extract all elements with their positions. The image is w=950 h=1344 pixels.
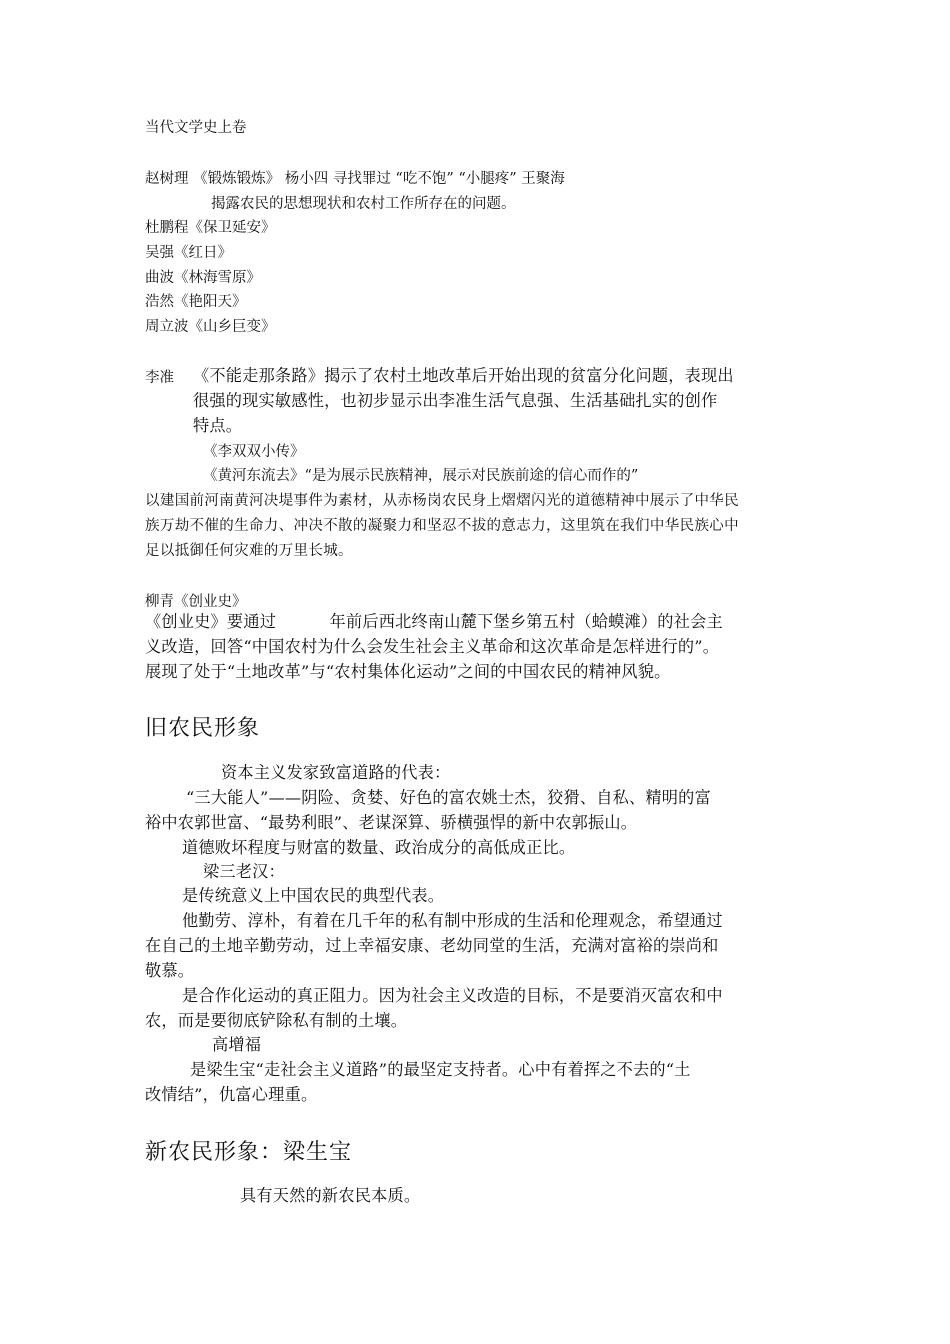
old-farmer-heading: 旧农民形象 bbox=[145, 716, 261, 741]
work-item: 周立波《山乡巨变》 bbox=[145, 319, 276, 335]
work-item: 曲波《林海雪原》 bbox=[145, 270, 261, 286]
li-zhun-desc-line: 《不能走那条路》揭示了农村土地改革后开始出现的贫富分化问题，表现出 bbox=[193, 366, 734, 385]
huanghe-title: 《黄河东流去》“是为展示民族精神，展示对民族前途的信心而作的” bbox=[203, 468, 639, 484]
zhao-shuli-line: 赵树理 《锻炼锻炼》 杨小四 寻找罪过 “吃不饱” “小腿疼” 王聚海 bbox=[145, 171, 565, 187]
liang-san-resist-line: 农，而是要彻底铲除私有制的土壤。 bbox=[145, 1011, 408, 1030]
gao-zengfu-desc-line: 改情结”，仇富心理重。 bbox=[145, 1085, 318, 1104]
zhao-shuli-desc: 揭露农民的思想现状和农村工作所存在的问题。 bbox=[211, 196, 516, 212]
capitalist-label: 资本主义发家致富道路的代表： bbox=[221, 763, 451, 782]
liang-san-desc-line: 在自己的土地辛勤劳动，过上幸福安康、老幼同堂的生活，充满对富裕的崇尚和 bbox=[145, 936, 719, 955]
gao-zengfu-label: 高增福 bbox=[212, 1035, 262, 1054]
document-title: 当代文学史上卷 bbox=[145, 120, 247, 136]
new-farmer-nature: 具有天然的新农民本质。 bbox=[240, 1186, 421, 1205]
gao-zengfu-desc-line: 是梁生宝“走社会主义道路”的最坚定支持者。心中有着挥之不去的“土 bbox=[190, 1060, 691, 1079]
chuangyeshi-desc-line: 义改造，回答“中国农村为什么会发生社会主义革命和这次革命是怎样进行的”。 bbox=[145, 637, 720, 656]
li-shuangshuang-title: 《李双双小传》 bbox=[203, 444, 305, 460]
sanda-line: 裕中农郭世富、“最势利眼”、老谋深算、骄横强悍的新中农郭振山。 bbox=[145, 813, 638, 832]
huanghe-desc-line: 以建国前河南黄河决堤事件为素材，从赤杨岗农民身上熠熠闪光的道德精神中展示了中华民 bbox=[145, 493, 739, 509]
work-item: 浩然《艳阳天》 bbox=[145, 294, 247, 310]
chuangyeshi-desc-line: 《创业史》要通过 年前后西北终南山麓下堡乡第五村（蛤蟆滩）的社会主 bbox=[145, 612, 723, 631]
liang-san-typical: 是传统意义上中国农民的典型代表。 bbox=[182, 886, 445, 905]
new-farmer-heading: 新农民形象：梁生宝 bbox=[145, 1140, 353, 1165]
liang-san-resist-line: 是合作化运动的真正阻力。因为社会主义改造的目标，不是要消灭富农和中 bbox=[182, 986, 723, 1005]
liang-san-label: 梁三老汉： bbox=[203, 862, 285, 881]
liang-san-desc-line: 他勤劳、淳朴，有着在几千年的私有制中形成的生活和伦理观念，希望通过 bbox=[182, 911, 723, 930]
li-zhun-name: 李准 bbox=[145, 370, 174, 386]
huanghe-desc-line: 族万劫不催的生命力、冲决不散的凝聚力和坚忍不拔的意志力，这里筑在我们中华民族心中 bbox=[145, 518, 739, 534]
liuqing-title: 柳青《创业史》 bbox=[145, 594, 247, 610]
li-zhun-desc-line: 很强的现实敏感性，也初步显示出李准生活气息强、生活基础扎实的创作 bbox=[193, 391, 718, 410]
li-zhun-desc-line: 特点。 bbox=[193, 416, 243, 435]
sanda-line: “三大能人”——阴险、贪婪、好色的富农姚士杰，狡猾、自私、精明的富 bbox=[186, 788, 711, 807]
work-item: 吴强《红日》 bbox=[145, 245, 232, 261]
work-item: 杜鹏程《保卫延安》 bbox=[145, 220, 276, 236]
chuangyeshi-desc-line: 展现了处于“土地改革”与“农村集体化运动”之间的中国农民的精神风貌。 bbox=[145, 662, 671, 681]
moral-line: 道德败坏程度与财富的数量、政治成分的高低成正比。 bbox=[182, 838, 576, 857]
liang-san-desc-line: 敬慕。 bbox=[145, 961, 195, 980]
huanghe-desc-line: 足以抵御任何灾难的万里长城。 bbox=[145, 543, 353, 559]
